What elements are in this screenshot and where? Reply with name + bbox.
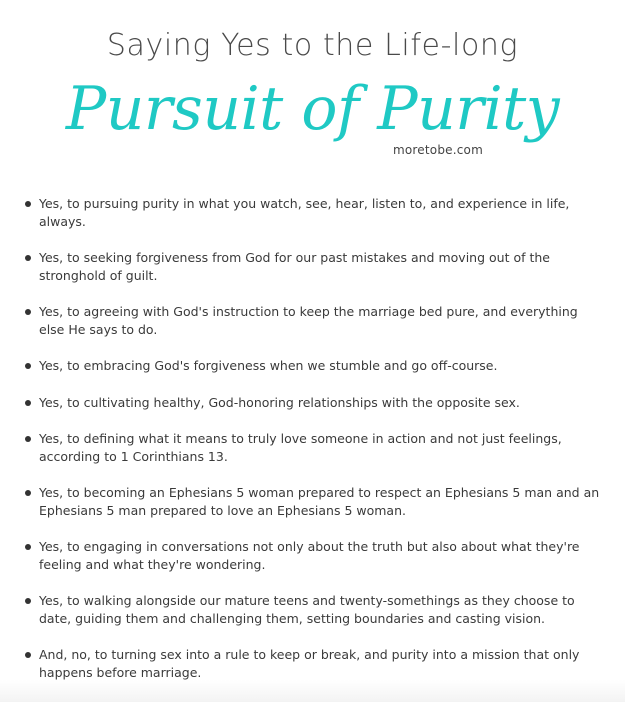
bottom-fade (0, 680, 625, 702)
title-line-2: Pursuit of Purity (65, 74, 560, 144)
bullet-icon (25, 201, 31, 207)
bullet-icon (25, 544, 31, 550)
list-item (22, 249, 602, 284)
source-label: moretobe.com (393, 143, 483, 157)
list-item-text: Yes, to agreeing with God's instruction to keep the marriage bed pure, and everything else He says to do. (39, 304, 578, 337)
bullet-icon (25, 436, 31, 442)
list-item (22, 195, 602, 230)
list-item-text: Yes, to seeking forgiveness from God for our past mistakes and moving out of the stronghold of guilt. (39, 250, 550, 283)
list-item (22, 592, 602, 627)
bullet-icon (25, 490, 31, 496)
list-item (22, 303, 602, 338)
list-item (22, 538, 602, 573)
list-item-text: Yes, to cultivating healthy, God-honoring relationships with the opposite sex. (39, 394, 520, 410)
list-item-text: Yes, to becoming an Ephesians 5 woman prepared to respect an Ephesians 5 man and an Ephesians 5 man prepared to love an Ephesians 5 woman. (39, 485, 600, 518)
bullet-icon (25, 598, 31, 604)
list-item (22, 394, 602, 412)
bullet-icon (25, 363, 31, 369)
list-item-text: Yes, to pursuing purity in what you watch, see, hear, listen to, and experience in life, always. (39, 196, 570, 229)
list-item (22, 646, 602, 681)
list-item-text: Yes, to embracing God's forgiveness when we stumble and go off-course. (39, 358, 498, 373)
list-item-text: Yes, to walking alongside our mature teens and twenty-somethings as they choose to date, guiding them and challenging them, setting boundaries and casting vision. (39, 593, 575, 626)
bullet-icon (25, 255, 31, 261)
title-line-1: Saying Yes to the Life-long (106, 28, 519, 63)
list-item-text: And, no, to turning sex into a rule to keep or break, and purity into a mission that only happens before marriage. (39, 647, 580, 680)
bullet-icon (25, 400, 31, 406)
yes-list (22, 195, 602, 700)
list-item-text: Yes, to defining what it means to truly love someone in action and not just feelings, according to 1 Corinthians 13. (39, 431, 562, 464)
list-item (22, 484, 602, 519)
list-item (22, 357, 602, 375)
bullet-icon (25, 652, 31, 658)
bullet-icon (25, 309, 31, 315)
list-item (22, 430, 602, 465)
list-item-text: Yes, to engaging in conversations not only about the truth but also about what they're feeling and what they're wondering. (39, 539, 580, 572)
